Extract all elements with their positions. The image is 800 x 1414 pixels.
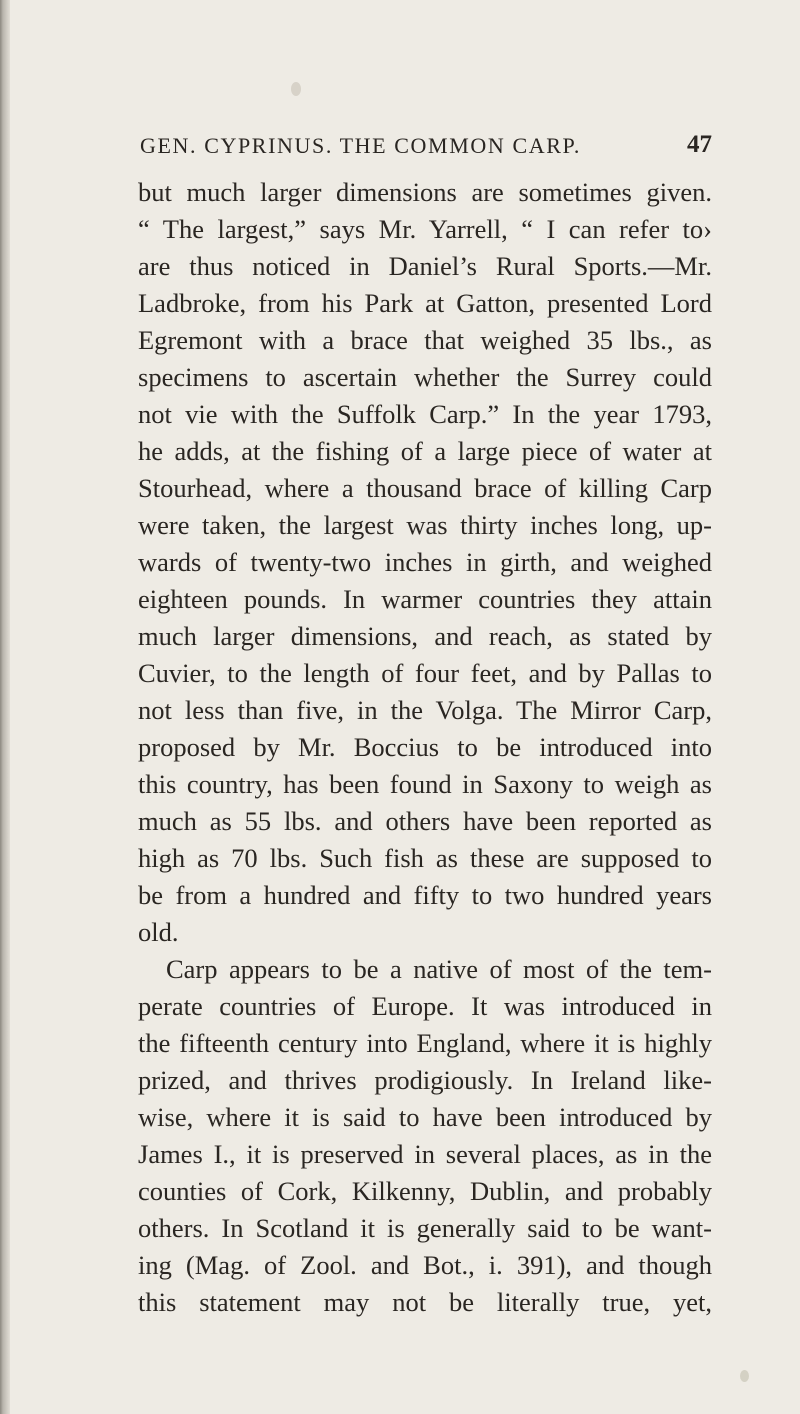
text-line: high as 70 lbs. Such fish as these are supposed to: [138, 843, 712, 873]
text-line: this country, has been found in Saxony to weigh as: [138, 769, 712, 799]
paper-spot: [740, 1370, 749, 1382]
text-line: but much larger dimensions are sometimes given.: [138, 177, 712, 207]
text-line: not less than five, in the Volga. The Mirror Carp,: [138, 695, 712, 725]
text-line: wise, where it is said to have been introduced by: [138, 1102, 712, 1132]
text-line: he adds, at the fishing of a large piece of water at: [138, 436, 712, 466]
text-line: much as 55 lbs. and others have been reported as: [138, 806, 712, 836]
text-line: counties of Cork, Kilkenny, Dublin, and probably: [138, 1176, 712, 1206]
text-line: wards of twenty-two inches in girth, and weighed: [138, 547, 712, 577]
text-line: “ The largest,” says Mr. Yarrell, “ I can refer to›: [138, 214, 712, 244]
text-line: be from a hundred and fifty to two hundred years: [138, 880, 712, 910]
paragraph-first-line: Carp appears to be a native of most of the tem-: [166, 954, 712, 984]
text-line: were taken, the largest was thirty inches long, up-: [138, 510, 712, 540]
running-head-title: GEN. CYPRINUS. THE COMMON CARP.: [140, 133, 581, 158]
text-line: proposed by Mr. Boccius to be introduced into: [138, 732, 712, 762]
paper-spot: [291, 82, 301, 96]
text-line: the fifteenth century into England, where it is highly: [138, 1028, 712, 1058]
text-line: Egremont with a brace that weighed 35 lbs., as: [138, 325, 712, 355]
text-line: are thus noticed in Daniel’s Rural Sports.—Mr.: [138, 251, 712, 281]
text-line: Ladbroke, from his Park at Gatton, presented Lord: [138, 288, 712, 318]
text-line: much larger dimensions, and reach, as stated by: [138, 621, 712, 651]
page-edge-shadow: [0, 0, 10, 1414]
paragraph-end-line: old.: [138, 917, 179, 947]
text-line: eighteen pounds. In warmer countries they attain: [138, 584, 712, 614]
text-line: not vie with the Suffolk Carp.” In the year 1793,: [138, 399, 712, 429]
text-line: James I., it is preserved in several places, as in the: [138, 1139, 712, 1169]
text-line: specimens to ascertain whether the Surrey could: [138, 362, 712, 392]
text-line: perate countries of Europe. It was introduced in: [138, 991, 712, 1021]
text-line: others. In Scotland it is generally said to be want-: [138, 1213, 712, 1243]
text-line: Cuvier, to the length of four feet, and by Pallas to: [138, 658, 712, 688]
page-number: 47: [687, 131, 712, 158]
text-line: prized, and thrives prodigiously. In Ireland like-: [138, 1065, 712, 1095]
running-head: [140, 133, 712, 167]
text-line: this statement may not be literally true, yet,: [138, 1287, 712, 1317]
text-body: [138, 174, 712, 1321]
text-line: Stourhead, where a thousand brace of killing Carp: [138, 473, 712, 503]
text-line: ing (Mag. of Zool. and Bot., i. 391), and though: [138, 1250, 712, 1280]
